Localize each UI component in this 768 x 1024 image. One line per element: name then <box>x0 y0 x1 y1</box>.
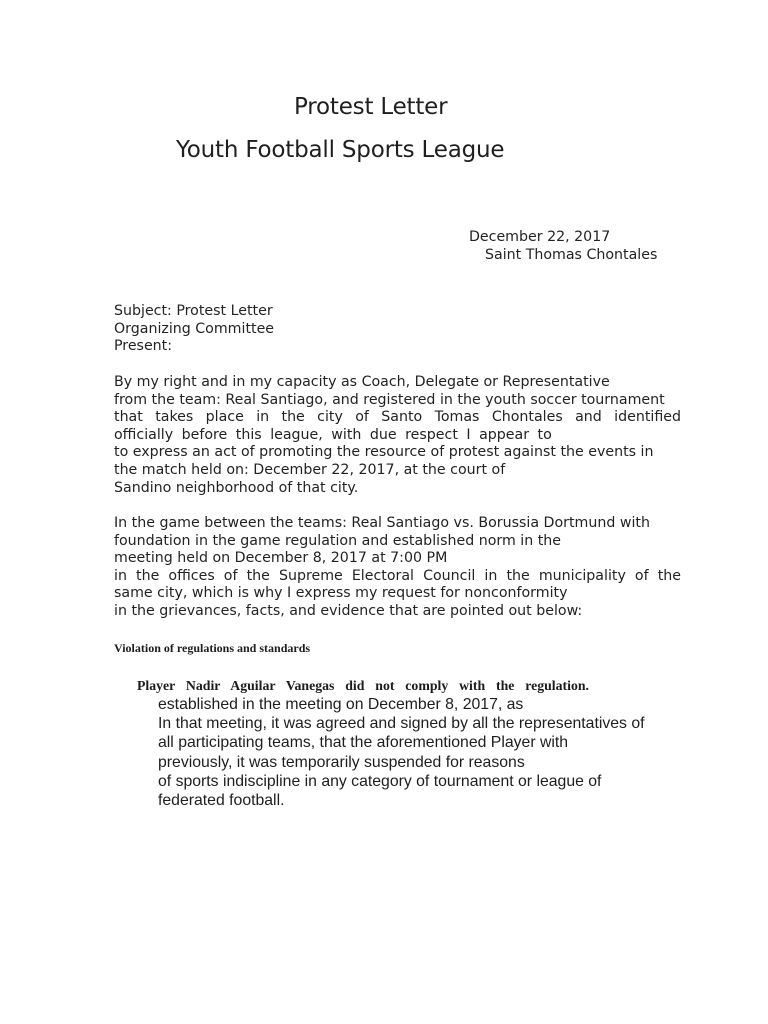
paragraph-line: same city, which is why I express my request for nonconformity <box>114 585 568 602</box>
paragraph-line: Sandino neighborhood of that city. <box>114 479 359 496</box>
violation-line: In that meeting, it was agreed and signed by all the representatives of <box>158 715 645 733</box>
paragraph-line: In the game between the teams: Real Santiago vs. Borussia Dortmund with <box>114 515 650 531</box>
violation-lead: Player Nadir Aguilar Vanegas did not comply with the regulation. <box>137 678 589 693</box>
subject-line: Subject: Protest Letter <box>114 303 273 319</box>
violation-line: established in the meeting on December 8, 2017, as <box>158 696 524 713</box>
paragraph-line: in the grievances, facts, and evidence that are pointed out below: <box>114 602 583 619</box>
paragraph-line: By my right and in my capacity as Coach, Delegate or Representative <box>114 374 610 390</box>
paragraph-2 <box>114 515 681 621</box>
addressee-block <box>114 303 274 356</box>
paragraph-line: meeting held on December 8, 2017 at 7:00 PM <box>114 550 448 567</box>
violation-line: all participating teams, that the aforementioned Player with <box>158 734 569 752</box>
paragraph-line: in the offices of the Supreme Electoral Council in the municipality of the <box>114 567 681 584</box>
paragraph-line: the match held on: December 22, 2017, at the court of <box>114 461 506 478</box>
section-heading: Violation of regulations and standards <box>114 641 311 655</box>
paragraph-line: from the team: Real Santiago, and registered in the youth soccer tournament <box>114 391 665 408</box>
violation-body <box>158 695 645 810</box>
letter-date: December 22, 2017 <box>469 229 611 245</box>
letter-place: Saint Thomas Chontales <box>485 247 658 263</box>
paragraph-line: that takes place in the city of Santo Tomas Chontales and identified <box>114 409 681 426</box>
letter-subtitle: Youth Football Sports League <box>176 137 505 163</box>
committee-line: Organizing Committee <box>114 320 275 337</box>
paragraph-line: foundation in the game regulation and established norm in the <box>114 532 562 549</box>
letter-title: Protest Letter <box>294 94 448 120</box>
paragraph-1 <box>114 374 681 497</box>
violation-line: previously, it was temporarily suspended for reasons <box>158 753 525 771</box>
paragraph-line: to express an act of promoting the resource of protest against the events in <box>114 444 654 461</box>
paragraph-line: officially before this league, with due respect I appear to <box>114 426 552 443</box>
violation-line: federated football. <box>158 792 285 810</box>
violation-line: of sports indiscipline in any category of tournament or league of <box>158 772 602 790</box>
present-line: Present: <box>114 338 173 355</box>
